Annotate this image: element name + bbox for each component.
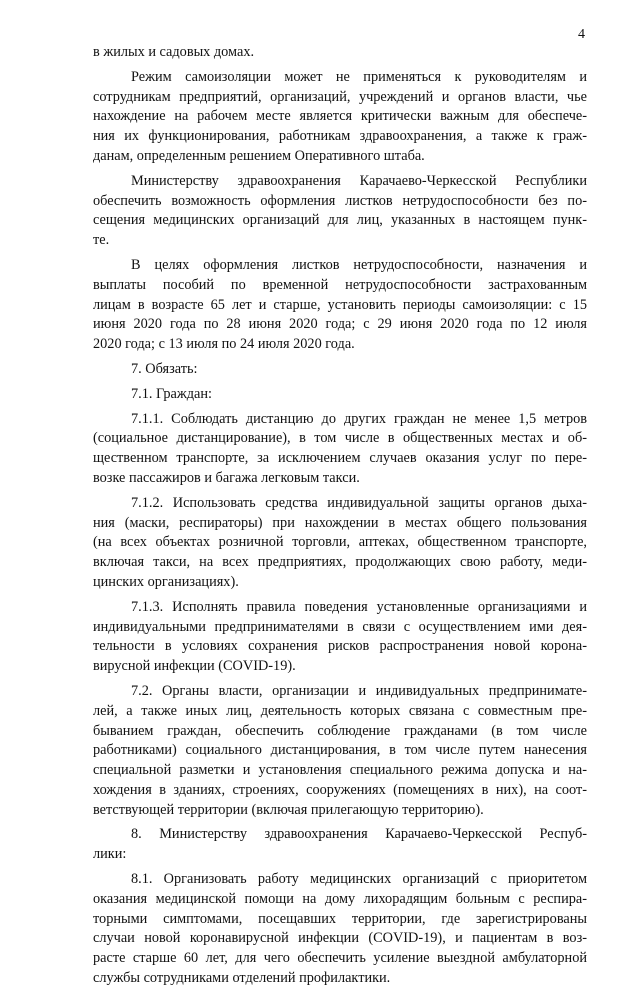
text-line: (социальное дистанцирование), в том числе в общественных местах и об- <box>93 430 587 447</box>
text-line: 8. Министерству здравоохранения Карачаево-Черкесской Респуб- <box>131 826 587 843</box>
paragraph <box>93 360 587 380</box>
text-line: лики: <box>93 846 127 863</box>
text-line: тельности в условиях сохранения рисков распространения новой корона- <box>93 638 587 655</box>
text-line: ветствующей территории (включая прилегающую территорию). <box>93 801 484 818</box>
text-line: те. <box>93 232 110 249</box>
paragraph <box>93 172 587 251</box>
text-line: нахождение на рабочем месте является критически важным для обеспече- <box>93 108 587 125</box>
text-line: оказания медицинской помощи на дому лихорадящим больным с респира- <box>93 890 587 907</box>
page-number: 4 <box>578 27 585 42</box>
text-line: включая такси, на всех предприятиях, продолжающих свою работу, меди- <box>93 554 587 571</box>
text-line: возке пассажиров и багажа легковым такси. <box>93 469 360 486</box>
text-line: щественном транспорте, за исключением случаев оказания услуг по пере- <box>93 450 587 467</box>
text-line: хождения в зданиях, строениях, сооружениях (помещениях в них), на соот- <box>93 781 587 798</box>
text-line: Режим самоизоляции может не применяться к руководителям и <box>131 68 587 85</box>
paragraph <box>93 68 587 167</box>
paragraph <box>93 870 587 989</box>
text-line: В целях оформления листков нетрудоспособности, назначения и <box>131 256 587 273</box>
text-line: цинских организациях). <box>93 573 239 590</box>
text-line: 7.1.3. Исполнять правила поведения установленные организациями и <box>131 598 587 615</box>
text-line: специальной разметки и установления специального режима допуска и на- <box>93 762 587 779</box>
text-line: индивидуальными предпринимателями в связи с осуществлением ими дея- <box>93 618 587 635</box>
text-line: сотрудникам предприятий, организаций, учреждений и органов власти, чье <box>93 88 587 105</box>
paragraph <box>93 385 587 405</box>
text-line: ния (маски, респираторы) при нахождении в местах общего пользования <box>93 514 587 531</box>
text-line: 7.1.1. Соблюдать дистанцию до других граждан не менее 1,5 метров <box>131 410 587 427</box>
paragraph <box>93 256 587 355</box>
text-line: 7.1.2. Использовать средства индивидуальной защиты органов дыха- <box>131 494 587 511</box>
paragraph <box>93 825 587 865</box>
text-line: 8.1. Организовать работу медицинских организаций с приоритетом <box>131 871 587 888</box>
text-line: работниками) социального дистанцирования, в том числе путем нанесения <box>93 742 587 759</box>
document-body <box>93 43 587 989</box>
text-line: случаи новой коронавирусной инфекции (COVID-19), и пациентам в воз- <box>93 930 587 947</box>
text-line: данам, определенным решением Оперативного штаба. <box>93 147 425 164</box>
text-line: быванием граждан, обеспечить соблюдение гражданами (в том числе <box>93 722 587 739</box>
paragraph <box>93 598 587 677</box>
text-line: 7.1. Граждан: <box>131 385 212 402</box>
text-line: вирусной инфекции (COVID-19). <box>93 658 296 675</box>
text-line: 2020 года; с 13 июля по 24 июля 2020 года. <box>93 336 355 353</box>
text-line: июня 2020 года по 28 июня 2020 года; с 29 июня 2020 года по 12 июля <box>93 316 587 333</box>
text-line: обеспечить возможность оформления листков нетрудоспособности без по- <box>93 192 587 209</box>
paragraph <box>93 494 587 593</box>
text-line: 7.2. Органы власти, организации и индивидуальных предпринимате- <box>131 682 587 699</box>
text-line: ния их функционирования, работникам здравоохранения, а также к граж- <box>93 128 587 145</box>
paragraph <box>93 410 587 489</box>
text-line: расте старше 60 лет, для чего обеспечить усиление выездной амбулаторной <box>93 950 587 967</box>
text-line: службы сотрудниками отделений профилактики. <box>93 970 391 987</box>
text-line: (на всех объектах розничной торговли, аптеках, общественном транспорте, <box>93 534 587 551</box>
text-line: лицам в возрасте 65 лет и старше, установить периоды самоизоляции: с 15 <box>93 296 587 313</box>
paragraph <box>93 43 587 63</box>
text-line: выплаты пособий по временной нетрудоспособности застрахованным <box>93 276 587 293</box>
text-line: торными симптомами, посещавших территории, где зарегистрированы <box>93 910 587 927</box>
paragraph <box>93 682 587 821</box>
text-line: сещения медицинских организаций для лиц, указанных в настоящем пунк- <box>93 212 587 229</box>
text-line: лей, а также иных лиц, деятельность которых связана с совместным пре- <box>93 702 587 719</box>
text-line: Министерству здравоохранения Карачаево-Черкесской Республики <box>131 172 587 189</box>
text-line: в жилых и садовых домах. <box>93 44 255 60</box>
text-line: 7. Обязать: <box>131 360 198 377</box>
